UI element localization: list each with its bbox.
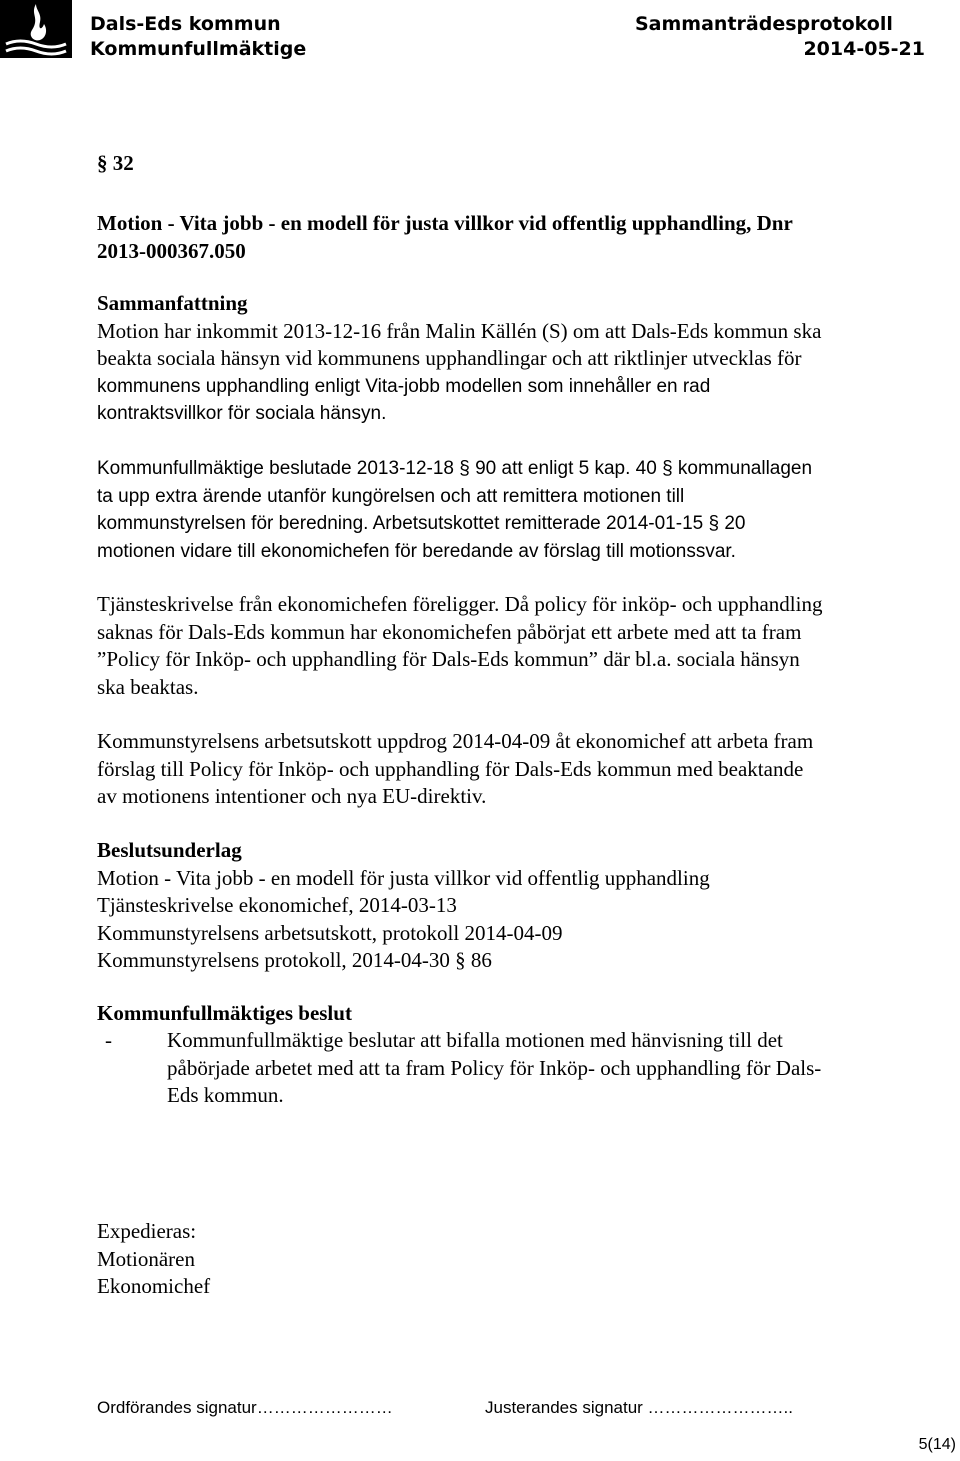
arbetsutskott-paragraph [97, 728, 813, 811]
sammanfattning-section [97, 290, 821, 428]
paragraph-line: saknas för Dals-Eds kommun har ekonomichefen påbörjat ett arbete med att ta fram [97, 619, 802, 644]
beslut-line: påbörjade arbetet med att ta fram Policy för Inköp- och upphandling för Dals- [167, 1055, 822, 1080]
header-body: Kommunfullmäktige [90, 38, 307, 60]
paragraph-line: ta upp extra ärende utanför kungörelsen och att remittera motionen till [97, 485, 685, 507]
paragraph-line: av motionens intentioner och nya EU-direktiv. [97, 784, 487, 808]
motion-title [97, 210, 793, 265]
beslut-text [167, 1027, 821, 1110]
paragraph-line: Kommunstyrelsens arbetsutskott uppdrog 2014-04-09 åt ekonomichef att arbeta fram [97, 729, 814, 753]
paragraph-line: ska beaktas. [97, 674, 199, 699]
header-doc-type: Sammanträdesprotokoll [635, 13, 893, 35]
municipality-logo [0, 0, 72, 58]
title-line: Motion - Vita jobb - en modell för justa villkor vid offentlig upphandling, Dnr [97, 211, 793, 235]
underlag-item: Kommunstyrelsens protokoll, 2014-04-30 § 86 [97, 948, 492, 972]
beslutsunderlag-heading: Beslutsunderlag [97, 838, 242, 862]
underlag-item: Tjänsteskrivelse ekonomichef, 2014-03-13 [97, 893, 457, 917]
paragraph-line: kommunstyrelsen för beredning. Arbetsutskottet remitterade 2014-01-15 § 20 [97, 513, 746, 534]
beslutsunderlag-section [97, 837, 710, 975]
header-date: 2014-05-21 [803, 38, 925, 60]
underlag-item: Kommunstyrelsens arbetsutskott, protokoll 2014-04-09 [97, 920, 563, 945]
paragraph-line: Tjänsteskrivelse från ekonomichefen föreligger. Då policy för inköp- och upphandling [97, 592, 823, 616]
decision-history-paragraph [97, 455, 812, 565]
expedieras-item: Ekonomichef [97, 1274, 211, 1298]
paragraph-line: motionen vidare till ekonomichefen för beredande av förslag till motionssvar. [97, 540, 736, 562]
beslut-line: Eds kommun. [167, 1083, 284, 1107]
paragraph-line: Kommunfullmäktige beslutade 2013-12-18 § 90 att enligt 5 kap. 40 § kommunallagen [97, 458, 813, 479]
header-org: Dals-Eds kommun [90, 13, 281, 35]
underlag-item: Motion - Vita jobb - en modell för justa villkor vid offentlig upphandling [97, 865, 710, 890]
beslut-item [97, 1027, 897, 1112]
page-number: 5(14) [918, 1436, 956, 1453]
title-line: 2013-000367.050 [97, 238, 246, 263]
bullet-dash: - [105, 1028, 112, 1052]
beslut-line: Kommunfullmäktige beslutar att bifalla motionen med hänvisning till det [167, 1028, 783, 1052]
ordforande-signature: Ordförandes signatur…………………… [97, 1398, 393, 1417]
summary-line: kommunens upphandling enligt Vita-jobb modellen som innehåller en rad [97, 375, 711, 397]
summary-line: kontraktsvillkor för sociala hänsyn. [97, 403, 387, 424]
paragraph-number: § 32 [97, 151, 134, 175]
sammanfattning-heading: Sammanfattning [97, 291, 248, 315]
expedieras-item: Motionären [97, 1246, 195, 1271]
summary-line: beakta sociala hänsyn vid kommunens upphandlingar och att riktlinjer utvecklas för [97, 346, 802, 370]
justerande-signature: Justerandes signatur …………………….. [485, 1398, 793, 1417]
paragraph-line: ”Policy för Inköp- och upphandling för Dals-Eds kommun” där bl.a. sociala hänsyn [97, 647, 800, 671]
expedieras-section [97, 1218, 210, 1301]
paragraph-line: förslag till Policy för Inköp- och upphandling för Dals-Eds kommun med beaktande [97, 756, 804, 781]
beslut-heading: Kommunfullmäktiges beslut [97, 1001, 352, 1025]
summary-line: Motion har inkommit 2013-12-16 från Malin Källén (S) om att Dals-Eds kommun ska [97, 318, 822, 343]
tjansteskrivelse-paragraph [97, 591, 822, 701]
expedieras-heading: Expedieras: [97, 1219, 197, 1243]
header-date-row [635, 36, 925, 62]
